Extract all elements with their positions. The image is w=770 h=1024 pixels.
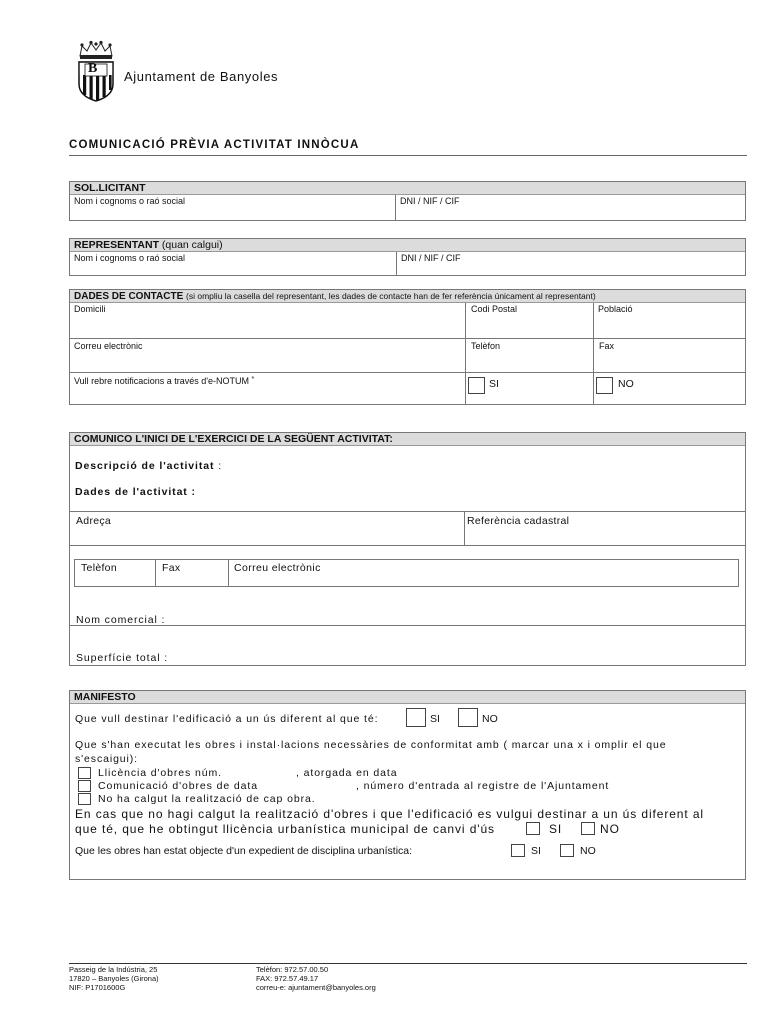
contacte-section [69, 289, 746, 405]
footer-address-line2: 17820 – Banyoles (Girona) [69, 974, 159, 983]
correu-field[interactable] [74, 351, 462, 369]
act-telefon-field[interactable] [77, 574, 152, 585]
contacte-heading [70, 290, 745, 303]
column-divider [465, 303, 466, 404]
q4-no-label: NO [580, 845, 596, 857]
q4-text: Que les obres han estat objecte d'un expedient de disciplina urbanística: [75, 845, 413, 857]
sollicitant-id-field[interactable] [398, 197, 743, 219]
q2-line2: s'escaigui): [75, 753, 138, 765]
descripcio-field[interactable] [240, 457, 740, 475]
crest-letter: B [88, 61, 98, 76]
q2-line1: Que s'han executat les obres i instal·lacions necessàries de conformitat amb ( marcar una x i omplir el que [75, 739, 667, 751]
descripcio-label [75, 460, 222, 472]
q4-si-label: SI [531, 845, 541, 857]
q3-no-checkbox[interactable] [581, 822, 595, 835]
q1-si-checkbox[interactable] [406, 708, 426, 727]
column-divider [228, 560, 229, 586]
referencia-label: Referència cadastral [467, 515, 570, 527]
fax-label: Fax [599, 341, 615, 351]
sollicitant-section [69, 181, 746, 221]
representant-section [69, 238, 746, 276]
fax-field[interactable] [596, 351, 743, 369]
representant-name-label: Nom i cognoms o raó social [74, 253, 186, 263]
notum-label [74, 376, 254, 386]
footer-contact [256, 965, 376, 992]
act-telefon-label: Telèfon [81, 562, 117, 574]
notum-no-checkbox[interactable] [596, 377, 613, 394]
domicili-field[interactable] [74, 314, 462, 336]
representant-id-label: DNI / NIF / CIF [401, 253, 461, 263]
option-comunicacio-checkbox[interactable] [78, 780, 91, 792]
row-divider [70, 338, 745, 339]
activitat-contact-row [74, 559, 739, 587]
adreca-field[interactable] [74, 527, 460, 543]
q1-no-checkbox[interactable] [458, 708, 478, 727]
activitat-section [69, 432, 746, 666]
footer-divider [69, 963, 747, 964]
act-correu-field[interactable] [231, 574, 736, 585]
q3-line2: que té, que he obtingut llicència urbanística municipal de canvi d'ús [75, 822, 495, 836]
footer-email[interactable]: correu-e: ajuntament@banyoles.org [256, 983, 376, 992]
dades-label: Dades de l'activitat : [75, 486, 196, 498]
sollicitant-id-label: DNI / NIF / CIF [400, 196, 460, 206]
representant-id-field[interactable] [400, 254, 743, 274]
q1-text: Que vull destinar l'edificació a un ús diferent al que té: [75, 713, 379, 725]
notum-si-checkbox[interactable] [468, 377, 485, 394]
correu-label: Correu electrònic [74, 341, 143, 351]
footer-telefon: Telèfon: 972.57.00.50 [256, 965, 329, 974]
act-fax-label: Fax [162, 562, 181, 574]
representant-heading-note: (quan calgui) [161, 239, 223, 251]
column-divider [395, 195, 396, 221]
footer-nif: NIF: P1701600G [69, 983, 126, 992]
document-title: COMUNICACIÓ PRÈVIA ACTIVITAT INNÒCUA [69, 139, 360, 151]
nom-comercial-label: Nom comercial : [76, 614, 166, 626]
notum-footnote-mark: * [251, 376, 255, 383]
manifesto-section [69, 690, 746, 880]
poblacio-label: Població [598, 304, 633, 314]
manifesto-heading: MANIFESTO [70, 691, 745, 704]
notum-si-label: SI [489, 378, 499, 390]
poblacio-field[interactable] [596, 314, 743, 336]
column-divider [155, 560, 156, 586]
footer-address-line1: Passeig de la Indústria, 25 [69, 965, 158, 974]
superficie-label: Superfície total : [76, 652, 169, 664]
codi-postal-label: Codi Postal [471, 304, 518, 314]
descripcio-label-text: Descripció de l'activitat [75, 460, 215, 472]
row-divider [70, 372, 745, 373]
act-correu-label: Correu electrònic [234, 562, 321, 574]
sollicitant-heading: SOL.LICITANT [70, 182, 745, 195]
municipal-crest-logo [76, 40, 116, 102]
telefon-field[interactable] [468, 351, 590, 369]
option-comunicacio-registre-label: , número d'entrada al registre de l'Ajuntament [356, 780, 610, 792]
option-llicencia-date-label: , atorgada en data [296, 767, 398, 779]
column-divider [396, 252, 397, 276]
notum-label-text: Vull rebre notificacions a través d'e-NOTUM [74, 376, 249, 386]
option-comunicacio-label: Comunicació d'obres de data [98, 780, 258, 792]
q3-no-label: NO [600, 822, 620, 836]
option-llicencia-label: Llicència d'obres núm. [98, 767, 222, 779]
row-divider [70, 625, 745, 626]
sollicitant-name-field[interactable] [74, 197, 392, 219]
contacte-heading-note: (si ompliu la casella del representant, les dades de contacte han de fer referència únicament al representant) [186, 291, 596, 301]
title-divider [69, 155, 747, 156]
nom-comercial-field[interactable] [180, 611, 740, 624]
domicili-label: Domicili [74, 304, 106, 314]
option-llicencia-checkbox[interactable] [78, 767, 91, 779]
act-fax-field[interactable] [158, 574, 225, 585]
q3-line1: En cas que no hagi calgut la realització d'obres i que l'edificació es vulgui destinar a un ús diferent al [75, 807, 704, 821]
telefon-label: Telèfon [471, 341, 501, 351]
organization-name: Ajuntament de Banyoles [124, 69, 279, 84]
activitat-heading: COMUNICO L'INICI DE L'EXERCICI DE LA SEGÜENT ACTIVITAT: [70, 433, 745, 446]
q3-si-checkbox[interactable] [526, 822, 540, 835]
row-divider [70, 545, 745, 546]
representant-heading-text: REPRESENTANT [74, 239, 159, 251]
codi-postal-field[interactable] [468, 314, 590, 336]
sollicitant-name-label: Nom i cognoms o raó social [74, 196, 186, 206]
q1-si-label: SI [430, 713, 440, 725]
superficie-field[interactable] [180, 649, 740, 663]
q1-no-label: NO [482, 713, 498, 725]
descripcio-label-sep: : [218, 460, 223, 472]
column-divider [593, 303, 594, 404]
row-divider [70, 511, 745, 512]
column-divider [464, 511, 465, 545]
q3-si-label: SI [549, 822, 563, 836]
q4-si-checkbox[interactable] [511, 844, 525, 857]
referencia-field[interactable] [468, 527, 744, 543]
contacte-heading-text: DADES DE CONTACTE [74, 291, 184, 302]
footer-fax: FAX: 972.57.49.17 [256, 974, 319, 983]
notum-no-label: NO [618, 378, 634, 390]
option-sense-obra-label: No ha calgut la realització de cap obra. [98, 793, 316, 805]
footer-address [69, 965, 159, 992]
representant-name-field[interactable] [74, 254, 392, 274]
q4-no-checkbox[interactable] [560, 844, 574, 857]
adreca-label: Adreça [76, 515, 112, 527]
option-sense-obra-checkbox[interactable] [78, 793, 91, 805]
representant-heading [70, 239, 745, 252]
